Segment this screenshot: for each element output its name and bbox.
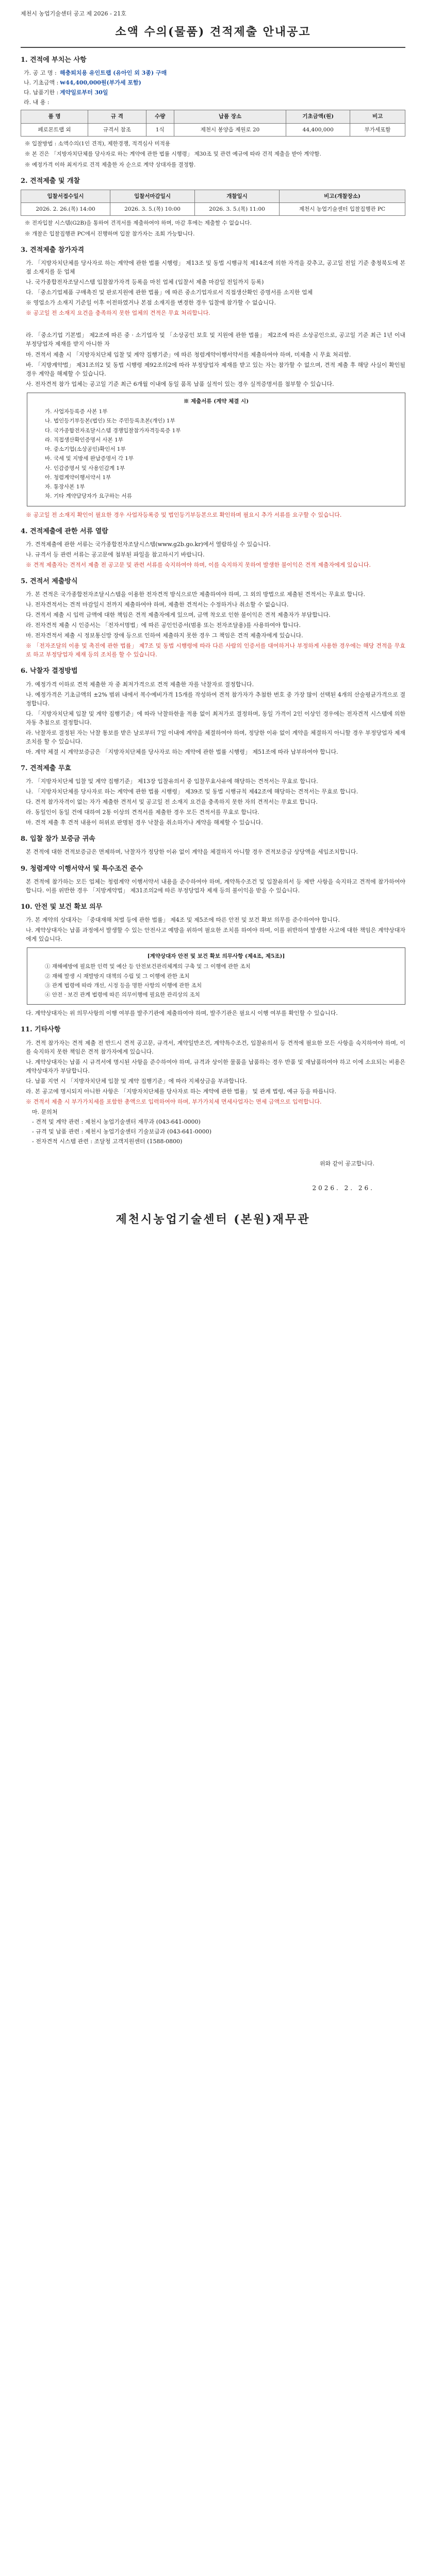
paragraph: 나. 전자견적서는 견적 마감일시 전까지 제출하여야 하며, 제출한 견적서는 수정하거나 취소할 수 없습니다. xyxy=(26,601,289,608)
section-2-notes xyxy=(21,219,405,238)
contact-line: - 전자견적 시스템 관련 : 조달청 고객지원센터 (1588-0800) xyxy=(32,1138,183,1145)
paragraph: 가. 본 계약의 상대자는 「중대재해 처벌 등에 관한 법률」 제4조 및 제5조에 따른 안전 및 보건 확보 의무를 준수하여야 합니다. xyxy=(26,916,340,923)
info-value: 계약일로부터 30일 xyxy=(60,89,108,96)
column-header: 납품 장소 xyxy=(174,110,286,123)
box-line: 차. 기타 계약담당자가 요구하는 서류 xyxy=(45,493,132,500)
issuer-name: 제천시농업기술센터 (본원)재무관 xyxy=(116,1212,310,1226)
documents-box-lines xyxy=(34,408,399,501)
box-line: 나. 법인등기부등본(법인) 또는 주민등록초본(개인) 1부 xyxy=(45,418,175,425)
section-10-paragraphs xyxy=(21,916,405,943)
paragraph: 라. 전자견적 제출 시 인증서는 「전자서명법」에 따른 공인인증서(범용 또는 전자조달용)를 사용하여야 합니다. xyxy=(26,622,301,629)
table-cell: 규격서 참조 xyxy=(88,123,146,136)
section-3-paragraphs xyxy=(21,259,405,307)
table-cell: 2026. 2. 26.(목) 14:00 xyxy=(21,203,110,216)
table-cell: 페로몬트랩 외 xyxy=(21,123,88,136)
section-1-lines xyxy=(21,69,405,107)
info-key: 가. 공 고 명 : xyxy=(24,70,57,77)
box-line: ① 재해예방에 필요한 인력 및 예산 등 안전보건관리체계의 구축 및 그 이행에 관한 조치 xyxy=(45,963,251,970)
notice-page xyxy=(0,0,426,1249)
column-header: 기초금액(원) xyxy=(286,110,350,123)
info-value: ₩44,400,000원(부가세 포함) xyxy=(60,79,141,87)
column-header: 품 명 xyxy=(21,110,88,123)
notice-date: 2026. 2. 26. xyxy=(312,1184,374,1192)
column-header: 비고(개찰장소) xyxy=(280,190,405,202)
info-key: 다. 납품기한 : xyxy=(24,89,59,96)
box-line: 아. 청렴계약이행서약서 1부 xyxy=(45,474,111,481)
paragraph: 본 견적에 대한 견적보증금은 면제하며, 낙찰자가 정당한 이유 없이 계약을 체결하지 아니할 경우 견적보증금 상당액을 세입조치합니다. xyxy=(26,849,358,856)
paragraph: 마. 전자견적서 제출 시 정보통신망 장애 등으로 인하여 제출하지 못한 경우 그 책임은 견적 제출자에게 있습니다. xyxy=(26,632,303,639)
box-line: 바. 국세 및 지방세 완납증명서 각 1부 xyxy=(45,455,134,462)
column-header: 개찰일시 xyxy=(195,190,280,202)
contact-line: - 견적 및 계약 관련 : 제천시 농업기술센터 재무과 (043-641-0000) xyxy=(32,1118,201,1125)
section-5-heading: 5. 견적서 제출방식 xyxy=(21,577,78,585)
column-header: 입찰서접수일시 xyxy=(21,190,110,202)
page-title: 소액 수의(물품) 견적제출 안내공고 xyxy=(115,25,311,39)
section-3-heading: 3. 견적제출 참가자격 xyxy=(21,246,85,254)
schedule-table xyxy=(21,190,405,216)
paragraph: 다. 납품 지연 시 「지방자치단체 입찰 및 계약 집행기준」에 따라 지체상금을 부과합니다. xyxy=(26,1077,247,1084)
table-cell: 부가세포함 xyxy=(350,123,405,136)
paragraph: 바. 「지방계약법」 제31조의2 및 동법 시행령 제92조의2에 따라 부정당업자 제재를 받고 있는 자는 참가할 수 없으며, 견적 제출 후 해당 사실이 확인될 경우 계약을 해제할 수 있습니다. xyxy=(26,361,405,377)
section-4-warning: ※ 견적 제출자는 견적서 제출 전 공고문 및 관련 서류를 숙지하여야 하며, 이를 숙지하지 못하여 발생한 불이익은 견적 제출자에게 있습니다. xyxy=(26,561,371,568)
info-line xyxy=(24,69,405,77)
box-line: ② 재해 발생 시 재발방지 대책의 수립 및 그 이행에 관한 조치 xyxy=(45,973,190,979)
safety-box-title: [계약상대자 안전 및 보건 확보 의무사항 (제4조, 제5조)] xyxy=(147,953,285,960)
paragraph: 가. 견적제출에 관한 서류는 국가종합전자조달시스템(www.g2b.go.kr)에서 열람하실 수 있습니다. xyxy=(26,540,271,548)
box-line: 다. 국가종합전자조달시스템 경쟁입찰참가자격등록증 1부 xyxy=(45,427,181,434)
section-11-paragraphs xyxy=(21,1039,405,1096)
section-10-tail: 다. 계약상대자는 위 의무사항의 이행 여부를 발주기관에 제출하여야 하며, 발주기관은 필요시 이행 여부를 확인할 수 있습니다. xyxy=(26,1010,338,1017)
note-line: ※ 개찰은 입찰집행관 PC에서 진행하며 입찰 참가자는 조회 가능합니다. xyxy=(25,230,195,237)
paragraph: 나. 계약상대자는 납품 과정에서 발생할 수 있는 안전사고 예방을 위하여 필요한 조치를 하여야 하며, 이를 위반하여 발생한 사고에 대한 책임은 계약상대자에게 있습니다. xyxy=(26,926,405,942)
section-8-heading: 8. 입찰 참가 보증금 귀속 xyxy=(21,835,95,843)
paragraph: 다. 견적 참가자격이 없는 자가 제출한 견적서 및 공고일 전 소재지 요건을 충족하지 못한 자의 견적서는 무효로 합니다. xyxy=(26,799,318,806)
section-4-paragraphs xyxy=(21,540,405,559)
paragraph: 다. 견적서 제출 시 입력 금액에 대한 책임은 견적 제출자에게 있으며, 금액 착오로 인한 불이익은 견적 제출자가 부담합니다. xyxy=(26,612,331,619)
info-key: 라. 내 용 : xyxy=(24,99,50,106)
paragraph: 다. 「중소기업제품 구매촉진 및 판로지원에 관한 법률」에 따른 중소기업자로서 직접생산확인 증명서를 소지한 업체 xyxy=(26,289,313,296)
section-3-continued xyxy=(21,331,405,388)
paragraph: 마. 계약 체결 시 계약보증금은 「지방자치단체를 당사자로 하는 계약에 관한 법률 시행령」 제51조에 따라 납부하여야 합니다. xyxy=(26,748,338,755)
paragraph: 가. 「지방자치단체를 당사자로 하는 계약에 관한 법률 시행령」 제13조 및 동법 시행규칙 제14조에 의한 자격을 갖추고, 공고일 전일 기준 충청북도에 본점 소재지를 둔 업체 xyxy=(26,260,405,276)
section-5-warning: ※ 「전자조달의 이용 및 촉진에 관한 법률」 제7조 및 동법 시행령에 따라 다른 사람의 인증서를 대여하거나 부정하게 사용한 경우에는 해당 견적을 무효로 하고 부정당업자 제재 등의 조치를 할 수 있습니다. xyxy=(26,642,405,658)
section-11-warning: ※ 견적서 제출 시 부가가치세를 포함한 총액으로 입력하여야 하며, 부가가치세 면세사업자는 면세 금액으로 입력합니다. xyxy=(26,1098,322,1105)
box-line: 사. 인감증명서 및 사용인감계 1부 xyxy=(45,465,125,471)
paragraph: 본 견적에 참가하는 모든 업체는 청렴계약 이행서약서 내용을 준수하여야 하며, 계약특수조건 및 입찰유의서 등 제반 사항을 숙지하고 견적에 참가하여야 합니다. 이를 위반한 경우 「지방계약법」 제31조의2에 따른 부정당업자 제재 등의 불이익을 받을 수 있습니다. xyxy=(26,878,405,894)
table-cell: 제천시 농업기술센터 입찰집행관 PC xyxy=(280,203,405,216)
box-line: 자. 통장사본 1부 xyxy=(45,484,85,490)
paragraph: 마. 견적서 제출 시 「지방자치단체 입찰 및 계약 집행기준」에 따른 청렴계약이행서약서를 제출하여야 하며, 미제출 시 무효 처리함. xyxy=(26,351,351,358)
table-cell: 제천시 봉양읍 제원로 20 xyxy=(174,123,286,136)
closing-text: 위와 같이 공고합니다. xyxy=(319,1160,374,1167)
safety-box xyxy=(27,947,405,1005)
info-line xyxy=(24,98,405,107)
column-header: 입찰서마감일시 xyxy=(110,190,195,202)
paragraph: 가. 본 견적은 국가종합전자조달시스템을 이용한 전자견적 방식으로만 제출하여야 하며, 그 외의 방법으로 제출된 견적서는 무효로 합니다. xyxy=(26,591,365,598)
paragraph: 나. 국가종합전자조달시스템 입찰참가자격 등록을 마친 업체 (입찰서 제출 마감일 전일까지 등록) xyxy=(26,279,264,286)
paragraph: 라. 낙찰자로 결정된 자는 낙찰 통보를 받은 날로부터 7일 이내에 계약을 체결하여야 하며, 정당한 이유 없이 계약을 체결하지 아니할 경우 부정당업자 제재 조치를 할 수 있습니다. xyxy=(26,729,405,745)
table-cell: 44,400,000 xyxy=(286,123,350,136)
info-line xyxy=(24,78,405,87)
documents-box xyxy=(27,393,405,506)
paragraph: 라. 동일인이 동일 건에 대하여 2통 이상의 견적서를 제출한 경우 모든 견적서를 무효로 합니다. xyxy=(26,809,259,816)
section-4-heading: 4. 견적제출에 관한 서류 열람 xyxy=(21,527,108,535)
table-cell: 1식 xyxy=(146,123,174,136)
note-line: ※ 전자입찰 시스템(G2B)을 통하여 견적서를 제출하여야 하며, 마감 후에는 제출할 수 없습니다. xyxy=(25,220,252,227)
section-9-paragraphs xyxy=(21,877,405,895)
paragraph: 나. 규격서 등 관련 서류는 공고문에 첨부된 파일을 참고하시기 바랍니다. xyxy=(26,551,205,558)
column-header: 규 격 xyxy=(88,110,146,123)
paragraph: 가. 견적 참가자는 견적 제출 전 반드시 견적 공고문, 규격서, 계약일반조건, 계약특수조건, 입찰유의서 등 견적에 필요한 모든 사항을 숙지하여야 하며, 이를 숙지하지 못한 책임은 견적 참가자에게 있습니다. xyxy=(26,1039,405,1055)
box-line: 가. 사업자등록증 사본 1부 xyxy=(45,408,108,415)
paragraph: ※ 영업소가 소재지 기준일 이후 이전하였거나 본점 소재지를 변경한 경우 입찰에 참가할 수 없습니다. xyxy=(26,299,276,307)
paragraph: 라. 본 공고에 명시되지 아니한 사항은 「지방자치단체를 당사자로 하는 계약에 관한 법률」 및 관계 법령, 예규 등을 따릅니다. xyxy=(26,1088,336,1095)
paragraph: 가. 「지방자치단체 입찰 및 계약 집행기준」 제13장 입찰유의서 중 입찰무효사유에 해당하는 견적서는 무효로 합니다. xyxy=(26,778,318,785)
table-cell: 2026. 3. 5.(목) 10:00 xyxy=(110,203,195,216)
section-6-heading: 6. 낙찰자 결정방법 xyxy=(21,667,78,675)
contact-line: - 규격 및 납품 관련 : 제천시 농업기술센터 기술보급과 (043-641-0000) xyxy=(32,1128,212,1135)
documents-box-title: ※ 제출서류 (계약 체결 시) xyxy=(183,398,249,404)
table-row xyxy=(21,123,405,136)
section-5-paragraphs xyxy=(21,590,405,640)
paragraph: 사. 전자견적 참가 업체는 공고일 기준 최근 6개월 이내에 동일 품목 납품 실적이 있는 경우 실적증명서를 첨부할 수 있습니다. xyxy=(26,380,334,387)
section-7-heading: 7. 견적제출 무효 xyxy=(21,764,71,772)
paragraph: 나. 예정가격은 기초금액의 ±2% 범위 내에서 복수예비가격 15개를 작성하여 견적 참가자가 추첨한 번호 중 가장 많이 선택된 4개의 산술평균가격으로 결정합니다. xyxy=(26,691,405,707)
column-header: 수량 xyxy=(146,110,174,123)
section-6-paragraphs xyxy=(21,680,405,756)
paragraph: 가. 예정가격 이하로 견적 제출한 자 중 최저가격으로 견적 제출한 자를 낙찰자로 결정합니다. xyxy=(26,681,254,688)
section-11-heading: 11. 기타사항 xyxy=(21,1026,61,1034)
paragraph: 다. 「지방자치단체 입찰 및 계약 집행기준」에 따라 낙찰하한율 적용 없이 최저가로 결정하며, 동일 가격이 2인 이상인 경우에는 전자견적 시스템에 의한 자동 추첨으로 결정합니다. xyxy=(26,710,405,726)
table-cell: 2026. 3. 5.(목) 11:00 xyxy=(195,203,280,216)
column-header: 비고 xyxy=(350,110,405,123)
paragraph: 나. 「지방자치단체를 당사자로 하는 계약에 관한 법률 시행령」 제39조 및 동법 시행규칙 제42조에 해당하는 견적서는 무효로 합니다. xyxy=(26,788,358,795)
note-line: ※ 본 건은 「지방자치단체를 당사자로 하는 계약에 관한 법률 시행령」 제30조 및 관련 예규에 따라 견적 제출을 받아 계약함. xyxy=(25,151,321,158)
contact-list xyxy=(21,1108,405,1146)
box-line: ③ 관계 법령에 따라 개선, 시정 등을 명한 사항의 이행에 관한 조치 xyxy=(45,982,202,989)
note-line: ※ 예정가격 이하 최저가로 견적 제출한 자 순으로 계약 상대자를 결정함. xyxy=(25,161,196,168)
section-10-heading: 10. 안전 및 보건 확보 의무 xyxy=(21,903,103,911)
section-8-paragraphs xyxy=(21,848,405,856)
contact-line: 마. 문의처 xyxy=(32,1108,58,1115)
section-2-heading: 2. 견적제출 및 개찰 xyxy=(21,177,80,185)
section-3b-warning: ※ 공고일 전 소재지 확인이 필요한 경우 사업자등록증 및 법인등기부등본으로 확인하며 필요시 추가 서류를 요구할 수 있습니다. xyxy=(26,511,342,518)
notice-number: 제천시 농업기술센터 공고 제 2026 - 21호 xyxy=(21,10,126,17)
title-divider xyxy=(21,47,405,48)
spacer xyxy=(21,319,405,329)
paragraph: 라. 「중소기업 기본법」 제2조에 따른 중 · 소기업자 및 「소상공인 보호 및 지원에 관한 법률」 제2조에 따른 소상공인으로, 공고일 기준 최근 1년 이내 부정당업자 제재를 받지 아니한 자 xyxy=(26,332,405,348)
section-1-notes xyxy=(21,140,405,169)
box-line: 마. 중소기업(소상공인)확인서 1부 xyxy=(45,446,126,453)
section-1-heading: 1. 견적에 부치는 사항 xyxy=(21,56,87,64)
box-line: 라. 직접생산확인증명서 사본 1부 xyxy=(45,436,123,443)
section-3-warning: ※ 공고일 전 소재지 요건을 충족하지 못한 업체의 견적은 무효 처리합니다. xyxy=(26,310,210,317)
box-line: ④ 안전 · 보건 관계 법령에 따른 의무이행에 필요한 관리상의 조치 xyxy=(45,992,200,998)
items-table xyxy=(21,110,405,137)
section-7-paragraphs xyxy=(21,777,405,827)
info-value: 해충퇴치용 유인트랩 (유아인 외 3종) 구매 xyxy=(60,70,167,77)
paragraph: 마. 견적 제출 후 견적 내용이 허위로 판명된 경우 낙찰을 취소하거나 계약을 해제할 수 있습니다. xyxy=(26,819,263,826)
safety-box-lines xyxy=(34,962,399,999)
note-line: ※ 입찰방법 : 소액수의(1인 견적), 제한경쟁, 적격심사 미적용 xyxy=(25,141,171,147)
info-key: 나. 기초금액 : xyxy=(24,79,59,87)
table-row xyxy=(21,203,405,216)
info-line xyxy=(24,88,405,97)
section-9-heading: 9. 청렴계약 이행서약서 및 특수조건 준수 xyxy=(21,865,143,873)
paragraph: 나. 계약상대자는 납품 시 규격서에 명시된 사항을 준수하여야 하며, 규격과 상이한 물품을 납품하는 경우 반품 및 재납품하여야 하고 이에 소요되는 비용은 계약상대자가 부담합니다. xyxy=(26,1058,405,1074)
